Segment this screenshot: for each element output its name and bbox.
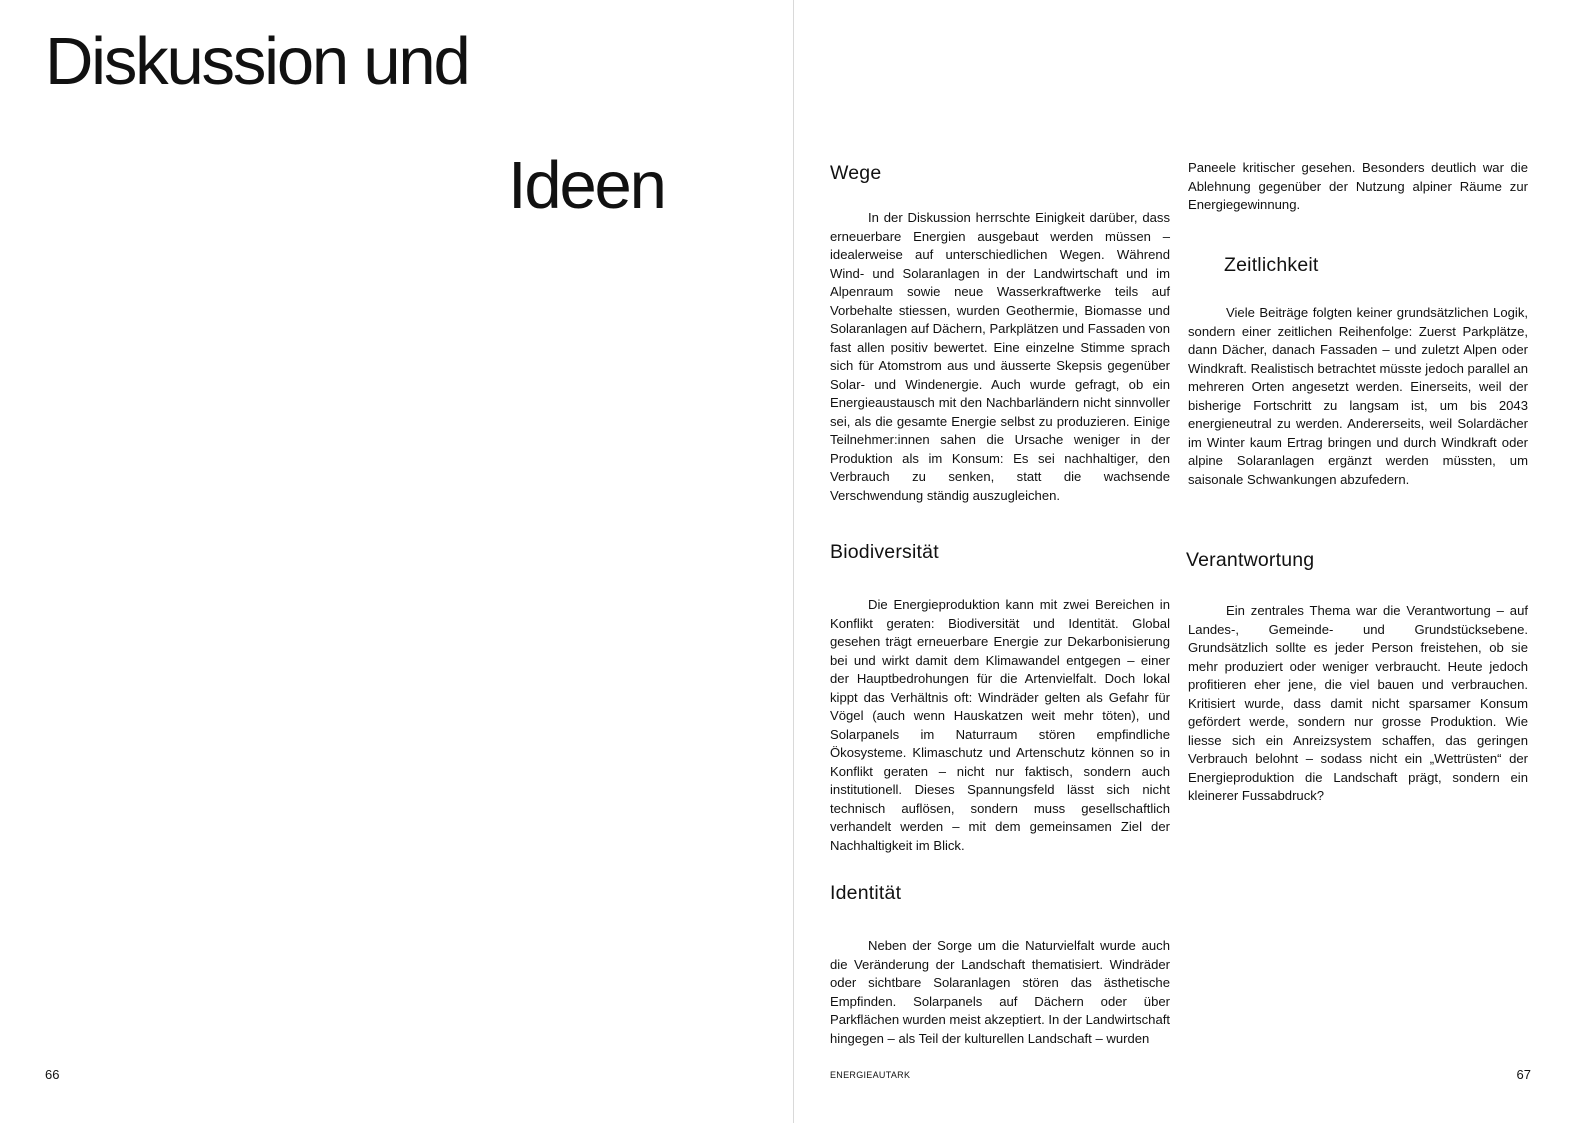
section-heading-zeitlichkeit: Zeitlichkeit	[1224, 254, 1319, 276]
continuation-text: Paneele kritischer gesehen. Besonders deutlich war die Ablehnung gegenüber der Nutzung alpiner Räume zur Energiegewinnung.	[1188, 160, 1528, 212]
section-verantwortung	[1188, 549, 1528, 806]
page-number-right: 67	[1516, 1067, 1531, 1082]
section-biodiversitaet	[830, 541, 1170, 855]
section-body-identitaet: Neben der Sorge um die Naturvielfalt wurde auch die Veränderung der Landschaft thematisiert. Windräder oder sichtbare Solaranlagen stören das ästhetische Empfinden. Solarpanels auf Dächern oder über Parkflächen wurden meist akzeptiert. In der Landwirtschaft hingegen – als Teil der kulturellen Landschaft – wurden	[830, 938, 1170, 1046]
section-body-biodiversitaet: Die Energieproduktion kann mit zwei Bereichen in Konflikt geraten: Biodiversität und Identität. Global gesehen trägt erneuerbare Energie zur Dekarbonisierung bei und wirkt damit dem Klimawandel entgegen – einer der Hauptbedrohungen für die Artenvielfalt. Doch lokal kippt das Verhältnis oft: Windräder gelten als Gefahr für Vögel (auch wenn Hauskatzen weit mehr töten), und Solarpanels im Naturraum stören empfindliche Ökosysteme. Klimaschutz und Artenschutz können so in Konflikt geraten – nicht nur faktisch, sondern auch institutionell. Dieses Spannungsfeld lässt sich nicht technisch auflösen, sondern muss gesellschaftlich verhandelt werden – mit dem gemeinsamen Ziel der Nachhaltigkeit im Blick.	[830, 597, 1170, 853]
section-wege	[830, 162, 1170, 505]
section-body-wege: In der Diskussion herrschte Einigkeit darüber, dass erneuerbare Energien ausgebaut werden müssen – idealerweise auf unterschiedlichen Wegen. Während Wind- und Solaranlagen in der Landwirtschaft und im Alpenraum sowie neue Wasserkraftwerke teils auf Vorbehalte stiessen, wurden Geothermie, Biomasse und Solaranlagen auf Dächern, Parkplätzen und Fassaden von fast allen positiv bewertet. Eine einzelne Stimme sprach sich für Atomstrom aus und äusserte Skepsis gegenüber Solar- und Windenergie. Auch wurde gefragt, ob ein Energieaustausch mit den Nachbarländern nicht sinnvoller sei, als die gesamte Energie selbst zu produzieren. Einige Teilnehmer:innen sahen die Ursache weniger in der Produktion als im Konsum: Es sei nachhaltiger, den Verbrauch zu senken, statt die wachsende Verschwendung ständig auszugleichen.	[830, 210, 1170, 503]
running-head: ENERGIEAUTARK	[830, 1070, 911, 1080]
section-heading-biodiversitaet: Biodiversität	[830, 541, 939, 563]
left-page	[0, 0, 793, 1123]
section-continuation	[1188, 159, 1528, 215]
section-body-verantwortung: Ein zentrales Thema war die Verantwortung – auf Landes-, Gemeinde- und Grundstücksebene. Grundsätzlich sollte es jeder Person freistehen, ob sie mehr produziert oder weniger verbraucht. Heute jedoch profitieren eher jene, die viel bauen und verbrauchen. Kritisiert wurde, dass damit nicht sparsamer Konsum gefördert werde, sondern nur grosse Produktion. Wie liesse sich ein Anreizsystem schaffen, das geringen Verbrauch belohnt – sodass nicht ein „Wettrüsten“ der Energieproduktion die Landschaft prägt, sondern ein kleinerer Fussabdruck?	[1188, 603, 1528, 804]
section-heading-identitaet: Identität	[830, 882, 902, 904]
section-heading-verantwortung: Verantwortung	[1186, 549, 1315, 571]
section-identitaet	[830, 882, 1170, 1048]
right-page	[794, 0, 1587, 1123]
section-zeitlichkeit	[1188, 254, 1528, 489]
section-heading-wege: Wege	[830, 162, 882, 184]
page-number-left: 66	[45, 1067, 60, 1082]
chapter-title-line-1: Diskussion und	[45, 24, 469, 99]
section-body-zeitlichkeit: Viele Beiträge folgten keiner grundsätzlichen Logik, sondern einer zeitlichen Reihenfolge: Zuerst Parkplätze, dann Dächer, danach Fassaden – und zuletzt Alpen oder Windkraft. Realistisch betrachtet müsste jedoch parallel an mehreren Orten angesetzt werden. Einerseits, weil der bisherige Fortschritt zu langsam ist, um bis 2043 energieneutral zu werden. Andererseits, weil Solardächer im Winter kaum Ertrag bringen und durch Windkraft oder alpine Solaranlagen ergänzt werden müssten, um saisonale Schwankungen abzufedern.	[1188, 305, 1528, 487]
chapter-title-line-2: Ideen	[508, 148, 665, 223]
